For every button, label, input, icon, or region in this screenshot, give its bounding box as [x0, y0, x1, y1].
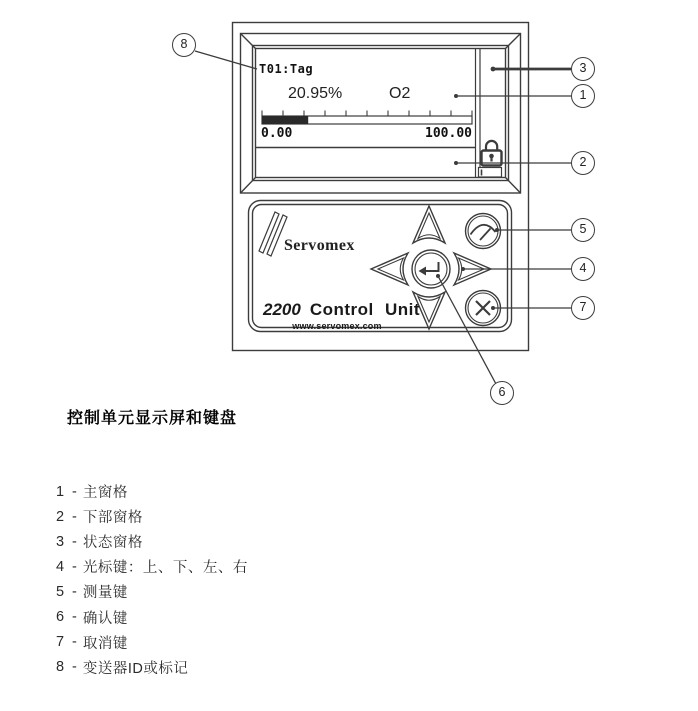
model-title: [263, 300, 420, 320]
legend-item-number: 5: [56, 583, 65, 600]
legend-item: [56, 479, 248, 504]
callout-6: 6: [490, 381, 514, 405]
legend-item-separator: -: [72, 508, 77, 525]
gauge-fill: [262, 116, 308, 124]
legend-item-number: 2: [56, 508, 65, 525]
callout-3: 3: [571, 57, 595, 81]
legend-item: [56, 630, 248, 655]
legend-item-label: 主窗格: [82, 485, 128, 502]
legend-item-number: 8: [56, 659, 65, 676]
transmitter-tag: T01:Tag: [259, 62, 314, 76]
callout-7: 7: [571, 296, 595, 320]
legend-item-separator: -: [72, 533, 77, 550]
callout-5: 5: [571, 218, 595, 242]
legend-item-label: 状态窗格: [82, 535, 143, 552]
legend-list: [56, 479, 248, 680]
legend-item-label: 下部窗格: [82, 510, 143, 527]
legend-item-label: 变送器ID或标记: [82, 660, 189, 677]
figure-caption: 控制单元显示屏和键盘: [67, 410, 238, 427]
legend-item-separator: -: [72, 483, 77, 500]
legend-item: [56, 504, 248, 529]
legend-item-separator: -: [72, 634, 77, 651]
model-number: 2200: [263, 300, 301, 319]
legend-item-label: 测量键: [82, 585, 128, 602]
brand-logo-text: Servomex: [284, 237, 355, 254]
legend-item-number: 6: [56, 609, 65, 626]
scale-min-label: 0.00: [261, 126, 293, 141]
scale-max-label: 100.00: [425, 126, 472, 141]
legend-item: [56, 529, 248, 554]
legend-item-number: 4: [56, 558, 65, 575]
reading-gas: O2: [389, 85, 411, 102]
product-name: Control Unit: [309, 300, 421, 319]
legend-item-label: 光标键：上、下、左、右: [82, 560, 248, 577]
legend-item-number: 7: [56, 634, 65, 651]
legend-item-label: 取消键: [82, 635, 128, 652]
legend-item-separator: -: [72, 583, 77, 600]
legend-item-label: 确认键: [82, 610, 128, 627]
legend-item-separator: -: [72, 558, 77, 575]
callout-8: 8: [172, 33, 196, 57]
callout-4: 4: [571, 257, 595, 281]
callout-2: 2: [571, 151, 595, 175]
legend-item: [56, 655, 248, 680]
callout-1: 1: [571, 84, 595, 108]
reading-value: 20.95%: [288, 85, 343, 102]
status-indicator-box: [479, 168, 502, 178]
legend-item: [56, 554, 248, 579]
legend-item-separator: -: [72, 659, 77, 676]
website-url: www.servomex.com: [292, 321, 382, 331]
legend-item-number: 1: [56, 483, 65, 500]
legend-item: [56, 579, 248, 604]
legend-item-number: 3: [56, 533, 65, 550]
legend-item: [56, 604, 248, 629]
legend-item-separator: -: [72, 609, 77, 626]
